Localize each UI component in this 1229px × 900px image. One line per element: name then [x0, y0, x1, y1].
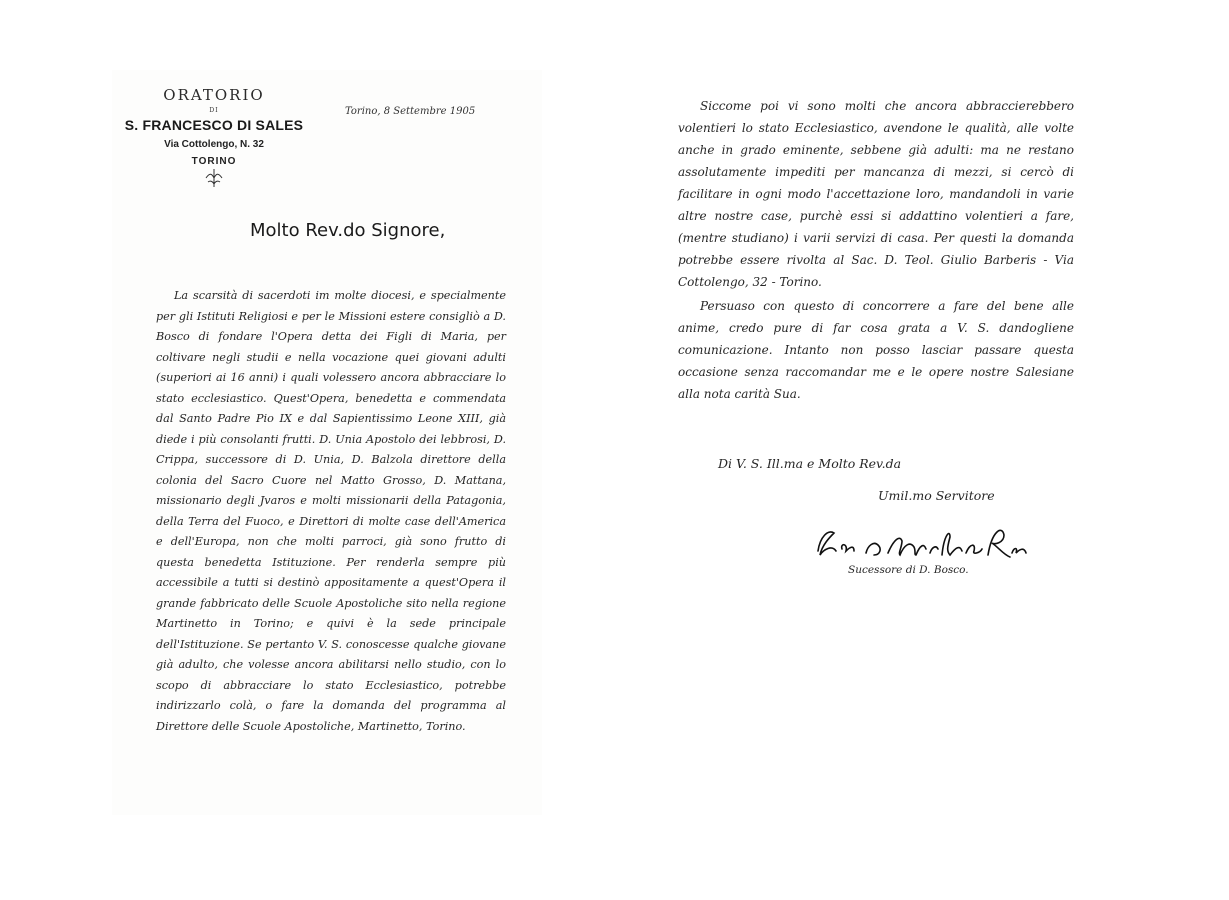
ornament-icon [202, 168, 226, 188]
left-page [112, 70, 542, 815]
closing-line: Di V. S. Ill.ma e Molto Rev.da [718, 456, 902, 471]
right-paragraph-1: Siccome poi vi sono molti che ancora abbraccierebbero volentieri lo stato Ecclesiastico, avendone le qualità, alle volte anche in grado eminente, sebbene già adulti: ma ne restano assolutamente impediti per mancanza di mezzi, si cercò di facilitare in ogni modo l'accettazione loro, mandandoli in varie altre nostre case, purchè essi si addattino volentieri a fare, (mentre studiano) i varii servizi di casa. Per questi la domanda potrebbe essere rivolta al Sac. D. Teol. Giulio Barberis - Via Cottolengo, 32 - Torino. [678, 99, 1074, 289]
letterhead [114, 86, 314, 192]
letterhead-di: DI [209, 107, 219, 114]
left-paragraph: La scarsità di sacerdoti im molte diocesi, e specialmente per gli Istituti Religiosi e per le Missioni estere consigliò a D. Bosco di fondare l'Opera detta dei Figli di Maria, per coltivare negli studii e nella vocazione quei giovani adulti (superiori ai 16 anni) i quali volessero ancora abbracciare lo stato ecclesiastico. Quest'Opera, benedetta e commendata dal Santo Padre Pio IX e dal Sapientissimo Leone XIII, già diede i più consolanti frutti. D. Unia Apostolo dei lebbrosi, D. Crippa, successore di D. Unia, D. Balzola direttore della colonia del Sacro Cuore nel Matto Grosso, D. Mattana, missionario degli Jvaros e molti missionarii della Patagonia, della Terra del Fuoco, e Direttori di molte case dell'America e dell'Europa, non che molti parroci, già sono frutto di questa benedetta Istituzione. Per renderla sempre più accessibile a tutti si destinò appositamente a quest'Opera il grande fabbricato delle Scuole Apostoliche sito nella regione Martinetto in Torino; e quivi è la sede principale dell'Istituzione. Se pertanto V. S. conoscesse qualche giovane già adulto, che volesse ancora abilitarsi nello studio, con lo scopo di abbracciare lo stato Ecclesiastico, potrebbe indirizzarlo colà, o fare la domanda del programma al Direttore delle Scuole Apostoliche, Martinetto, Torino. [156, 289, 506, 733]
letterhead-address: Via Cottolengo, N. 32 [164, 139, 264, 150]
letterhead-org: ORATORIO [163, 86, 265, 104]
right-body [678, 95, 1074, 405]
letterhead-name: S. FRANCESCO DI SALES [124, 117, 304, 133]
left-body [156, 286, 506, 737]
salutation: Molto Rev.do Signore, [250, 220, 446, 241]
closing-servant: Umil.mo Servitore [878, 488, 995, 503]
right-page [660, 70, 1120, 815]
letterhead-city: TORINO [191, 156, 237, 167]
signature-caption: Sucessore di D. Bosco. [848, 564, 969, 576]
date-line: Torino, 8 Settembre 1905 [345, 106, 476, 117]
right-paragraph-2: Persuaso con questo di concorrere a fare del bene alle anime, credo pure di far cosa grata a V. S. dandogliene comunicazione. Intanto non posso lasciar passare questa occasione senza raccomandar me e le opere nostre Salesiane alla nota carità Sua. [678, 299, 1074, 401]
signature-image [810, 515, 1035, 565]
